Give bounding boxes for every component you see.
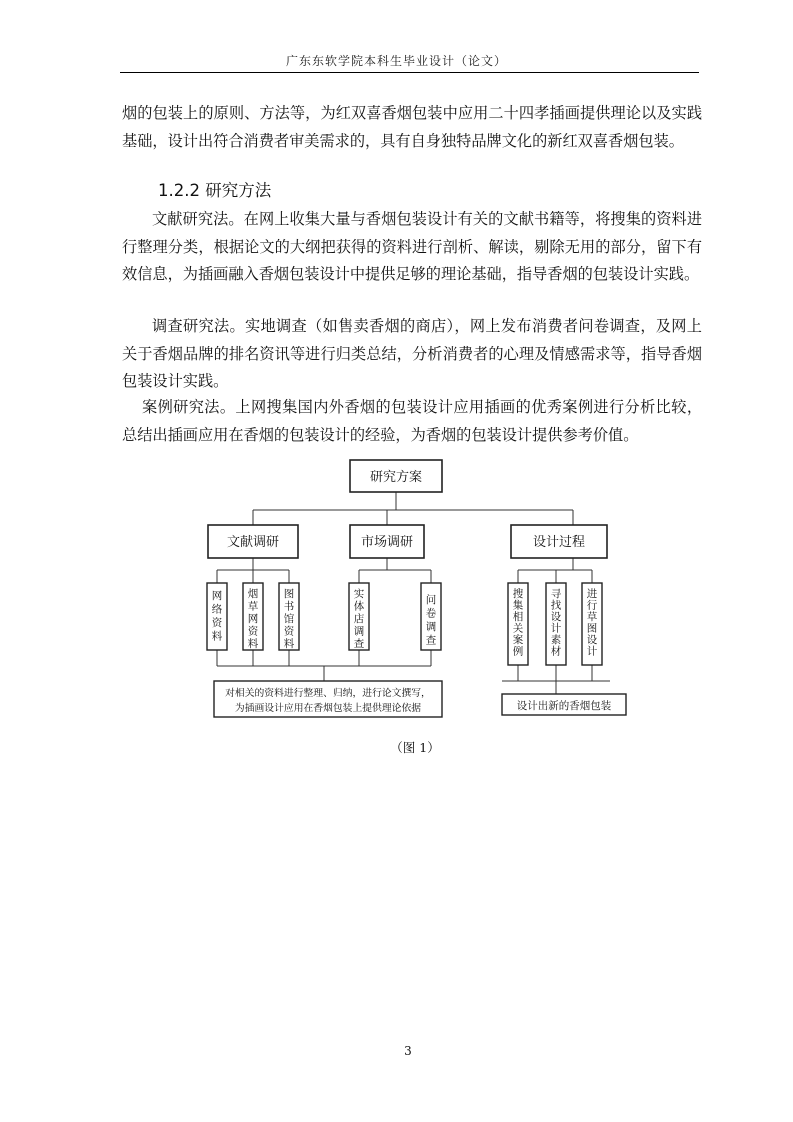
leaf-label: 烟草网资料 (247, 588, 259, 650)
branch-node-design (511, 525, 607, 558)
leaf-label: 寻找设计素材 (550, 588, 562, 658)
branch-node-literature (208, 525, 298, 558)
branch-label: 设计过程 (532, 535, 586, 550)
header-rule (120, 72, 699, 73)
summary-node-right (502, 694, 626, 715)
paragraph-case-method: 案例研究法。上网搜集国内外香烟的包装设计应用插画的优秀案例进行分析比较，总结出插画应用在香烟的包装设计的经验，为香烟的包装设计提供参考价值。 (122, 398, 702, 444)
branch-node-market (350, 525, 424, 558)
branch-label: 文献调研 (226, 535, 280, 550)
root-label: 研究方案 (369, 470, 423, 485)
summary-left-line1: 对相关的资料进行整理、归纳，进行论文撰写， (225, 688, 431, 699)
paragraph-literature-method: 文献研究法。在网上收集大量与香烟包装设计有关的文献书籍等，将搜集的资料进行整理分类，根据论文的大纲把获得的资料进行剖析、解读，剔除无用的部分，留下有效信息，为插画融入香烟包装设计中提供足够的理论基础，指导香烟的包装设计实践。 (122, 210, 702, 283)
summary-node-left (214, 681, 442, 717)
leaf-label: 进行草图设计 (586, 588, 598, 658)
leaf-node (546, 583, 566, 665)
summary-right-label: 设计出新的香烟包装 (516, 700, 612, 712)
figure-caption: （图 1） (390, 740, 440, 755)
section-heading: 1.2.2 研究方法 (158, 181, 272, 200)
leaf-node (582, 583, 602, 665)
branch-label: 市场调研 (360, 535, 414, 550)
page-header: 广东东软学院本科生毕业设计（论文） (285, 54, 507, 68)
leaf-node (207, 583, 227, 650)
leaf-label: 问卷调查 (425, 594, 437, 647)
leaf-label: 搜集相关案例 (512, 588, 524, 658)
leaf-node (349, 583, 369, 650)
leaf-label: 实体店调查 (353, 588, 365, 650)
research-flow-diagram (200, 455, 640, 725)
page-number: 3 (404, 1044, 412, 1058)
root-node (350, 460, 442, 492)
leaf-node (421, 583, 441, 650)
leaf-node (508, 583, 528, 665)
leaf-label: 网络资料 (211, 590, 223, 643)
leaf-node (243, 583, 263, 650)
paragraph-1: 烟的包装上的原则、方法等，为红双喜香烟包装中应用二十四孝插画提供理论以及实践基础，设计出符合消费者审美需求的，具有自身独特品牌文化的新红双喜香烟包装。 (122, 104, 702, 150)
paragraph-survey-method: 调查研究法。实地调查（如售卖香烟的商店），网上发布消费者问卷调查，及网上关于香烟品牌的排名资讯等进行归类总结，分析消费者的心理及情感需求等，指导香烟包装设计实践。 (122, 317, 702, 390)
summary-left-line2: 为插画设计应用在香烟包装上提供理论依据 (234, 703, 422, 714)
leaf-node (279, 583, 299, 650)
leaf-label: 图书馆资料 (283, 588, 295, 650)
